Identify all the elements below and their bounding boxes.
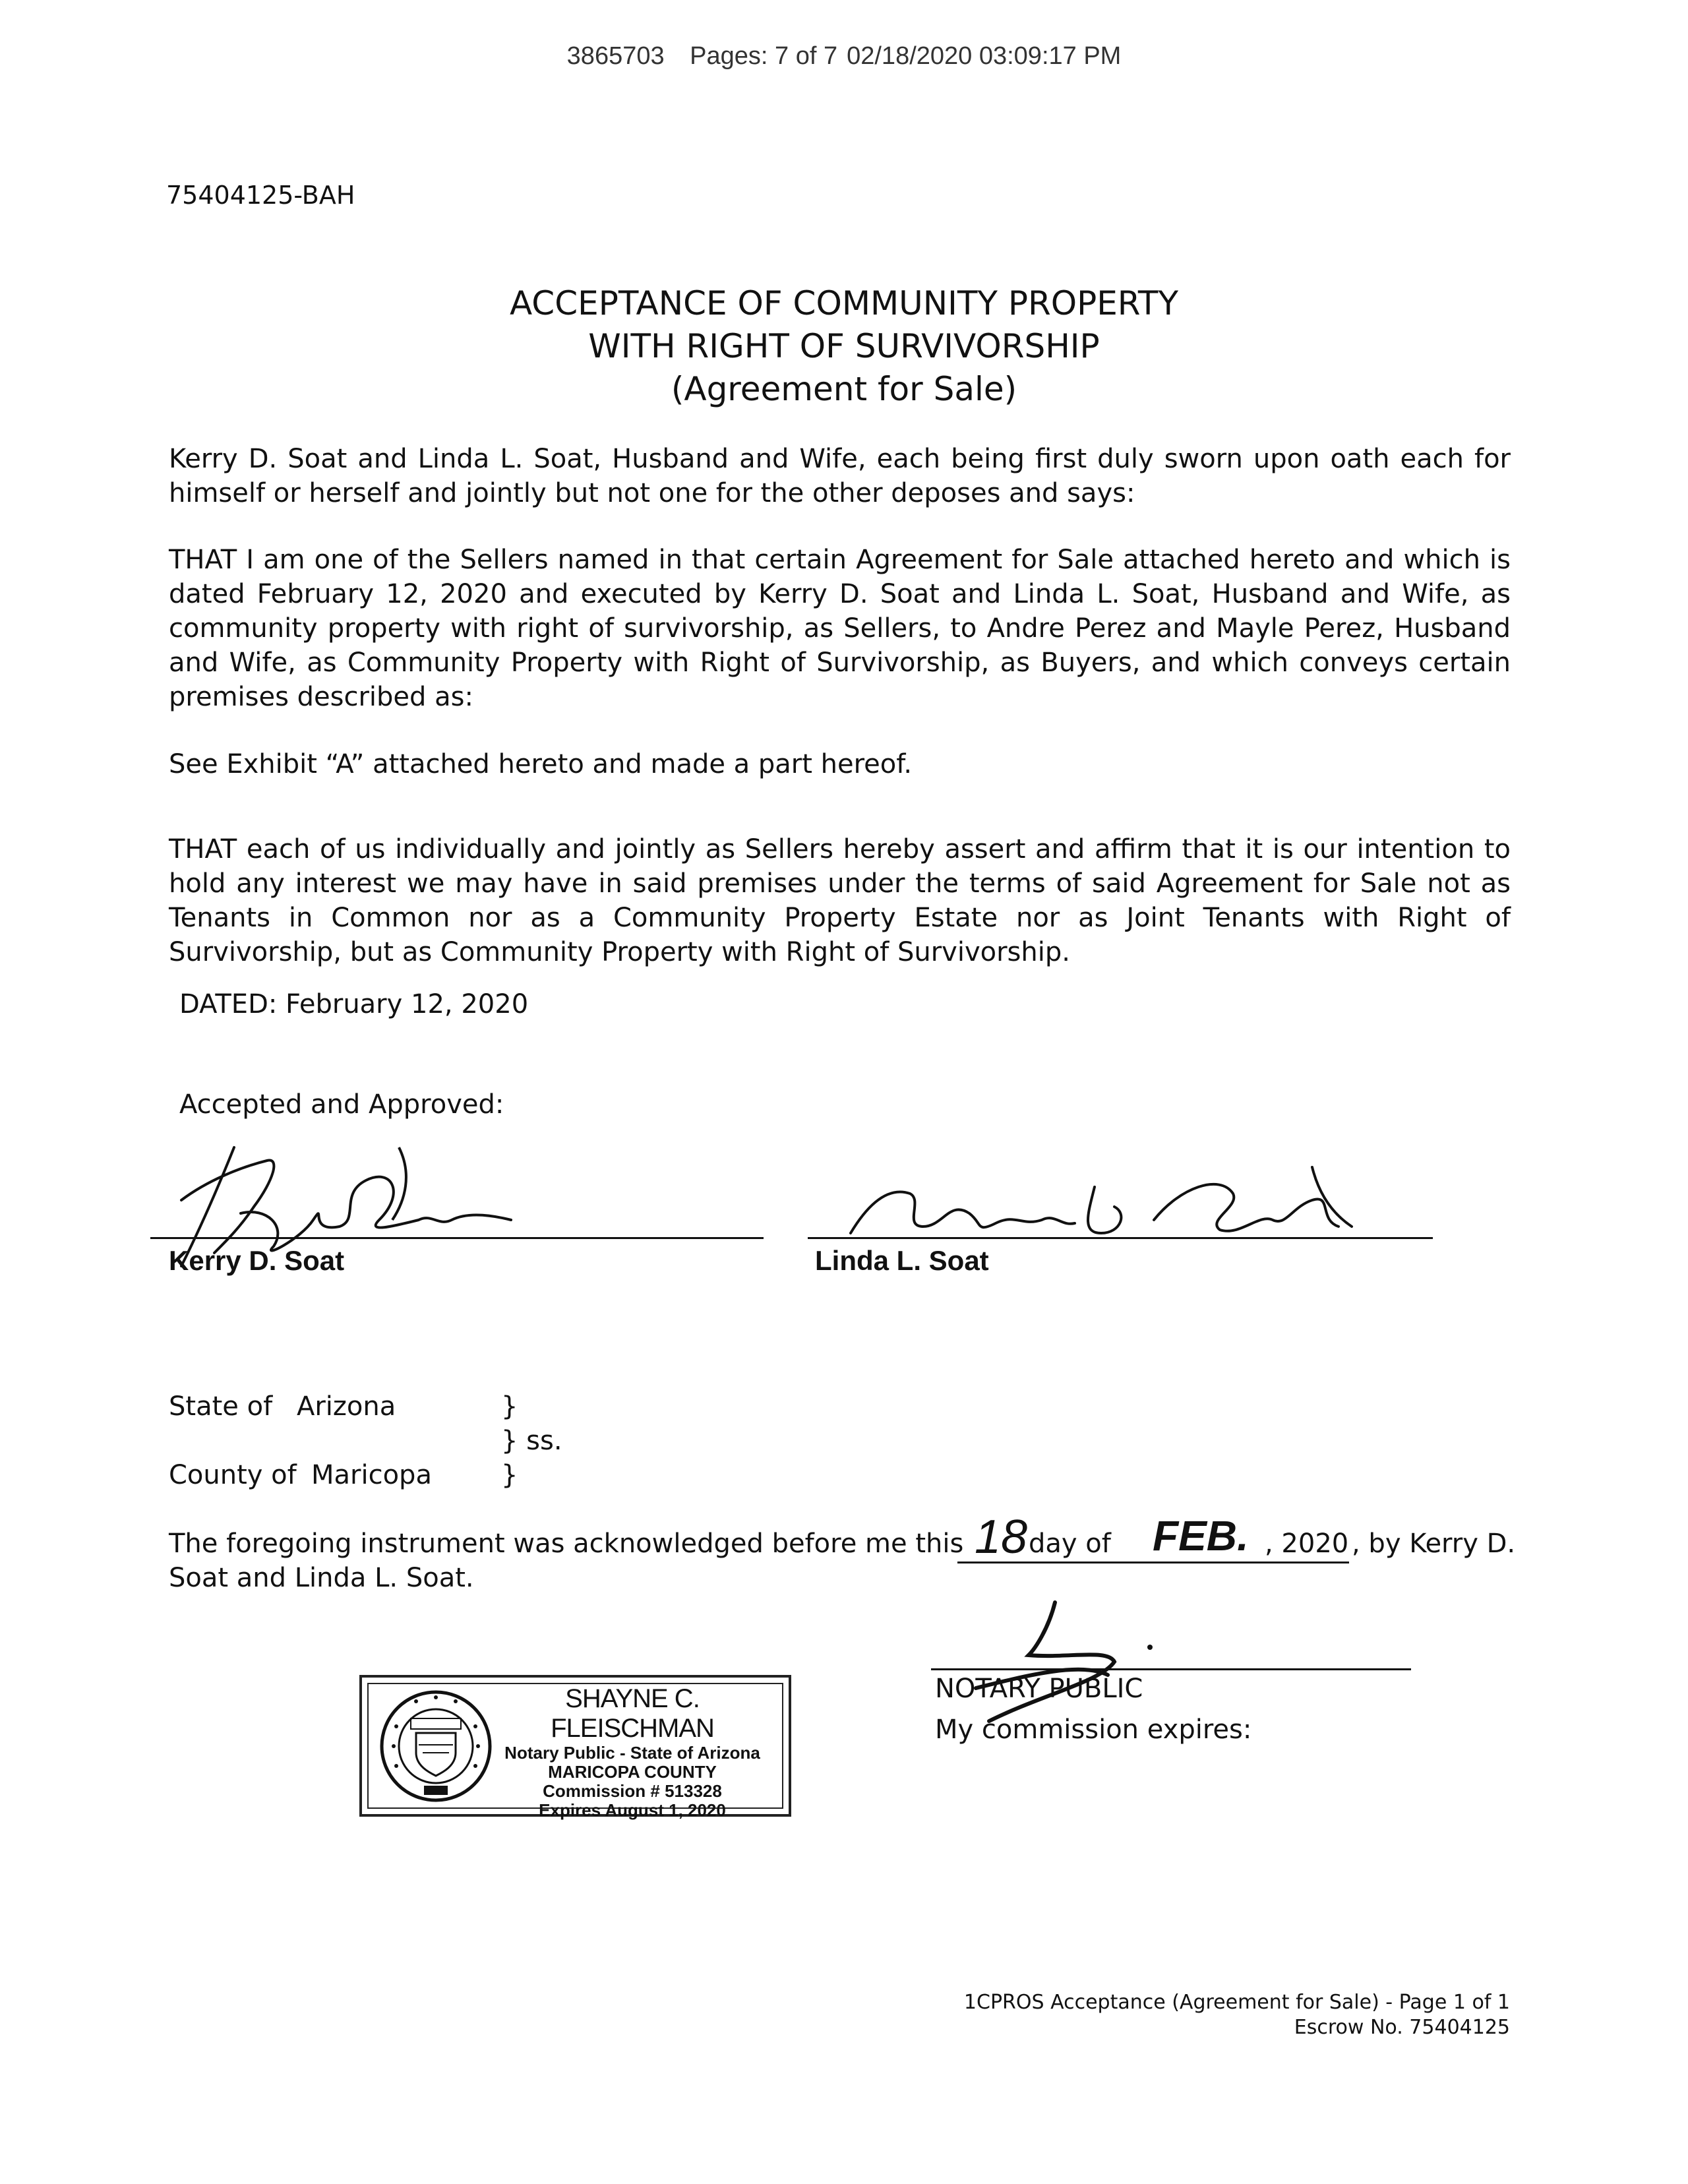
- notary-name: SHAYNE C. FLEISCHMAN: [551, 1684, 714, 1743]
- statement-paragraph: THAT I am one of the Sellers named in that certain Agreement for Sale attached hereto and which is dated February 12, 2020 and executed by Kerry D. Soat and Linda L. Soat, Husband and Wife, as community property with right of survivorship, as Sellers, to Andre Perez and Mayle Perez, Husband and Wife, as Community Property with Right of Survivorship, as Buyers, and which conveys certain premises described as:: [169, 545, 1511, 712]
- acknowledgment-year: , 2020: [1265, 1529, 1349, 1559]
- document-number: 3865703: [566, 42, 665, 70]
- state-value: Arizona: [297, 1391, 396, 1422]
- acknowledgment-day: 18: [975, 1511, 1028, 1563]
- footer-escrow-number: Escrow No. 75404125: [1294, 2016, 1510, 2039]
- seal-text-block: [487, 1684, 777, 1820]
- title-line-1: ACCEPTANCE OF COMMUNITY PROPERTY: [509, 284, 1178, 322]
- acknowledgment-month: FEB.: [1153, 1512, 1249, 1560]
- accepted-approved-label: Accepted and Approved:: [179, 1089, 504, 1120]
- seal-line-county: MARICOPA COUNTY: [548, 1762, 717, 1782]
- seal-line-commission: Commission # 513328: [543, 1781, 722, 1801]
- file-reference: 75404125-BAH: [166, 181, 355, 210]
- signature-dot: [1147, 1645, 1153, 1650]
- venue-brace-ss: } ss.: [501, 1426, 562, 1456]
- page-footer: [964, 1990, 1510, 2040]
- state-seal-emblem: [377, 1687, 495, 1805]
- seal-line-state: Notary Public - State of Arizona: [504, 1743, 760, 1763]
- state-label: State of: [169, 1391, 273, 1422]
- page-count: Pages: 7 of 7: [690, 42, 838, 70]
- exhibit-paragraph: See Exhibit “A” attached hereto and made a part hereof.: [169, 749, 913, 779]
- notary-seal: [359, 1675, 791, 1820]
- signature-line-linda: [808, 1237, 1433, 1239]
- seal-line-expires: Expires August 1, 2020: [539, 1800, 726, 1820]
- affirmation-paragraph: THAT each of us individually and jointly as Sellers hereby assert and affirm that it is our intention to hold any interest we may have in said premises under the terms of said Agreement for Sale not as Tenants in Common nor as a Community Property Estate nor as Joint Tenants with Right of Survivorship, but as Community Property with Right of Survivorship.: [169, 834, 1511, 967]
- venue-brace-3: }: [501, 1460, 518, 1490]
- county-value: Maricopa: [311, 1460, 432, 1490]
- day-of-label: day of: [1029, 1529, 1111, 1559]
- intro-paragraph: Kerry D. Soat and Linda L. Soat, Husband and Wife, each being first duly sworn upon oath each for himself or herself and jointly but not one for the other deposes and says:: [169, 444, 1511, 508]
- notary-signature-line: [931, 1668, 1411, 1670]
- title-line-3: (Agreement for Sale): [671, 370, 1017, 408]
- venue-brace-1: }: [501, 1391, 518, 1422]
- acknowledgment-tail: , by Kerry D.: [1352, 1529, 1516, 1559]
- document-title: [0, 282, 1688, 411]
- commission-expires-label: My commission expires:: [935, 1714, 1252, 1745]
- signer-name-kerry: Kerry D. Soat: [169, 1245, 345, 1276]
- county-label: County of: [169, 1460, 297, 1490]
- footer-form-id: 1CPROS Acceptance (Agreement for Sale) - Page 1 of 1: [963, 1991, 1510, 2014]
- acknowledgment-line-2: Soat and Linda L. Soat.: [169, 1563, 474, 1593]
- title-line-2: WITH RIGHT OF SURVIVORSHIP: [588, 327, 1100, 365]
- signature-line-kerry: [150, 1237, 764, 1239]
- acknowledgment-lead: The foregoing instrument was acknowledged before me this: [169, 1529, 964, 1559]
- recording-header: [0, 42, 1688, 71]
- recording-timestamp: 02/18/2020 03:09:17 PM: [847, 42, 1122, 70]
- dated-line: DATED: February 12, 2020: [179, 989, 529, 1019]
- signer-name-linda: Linda L. Soat: [815, 1245, 989, 1276]
- notary-public-label: NOTARY PUBLIC: [935, 1674, 1143, 1704]
